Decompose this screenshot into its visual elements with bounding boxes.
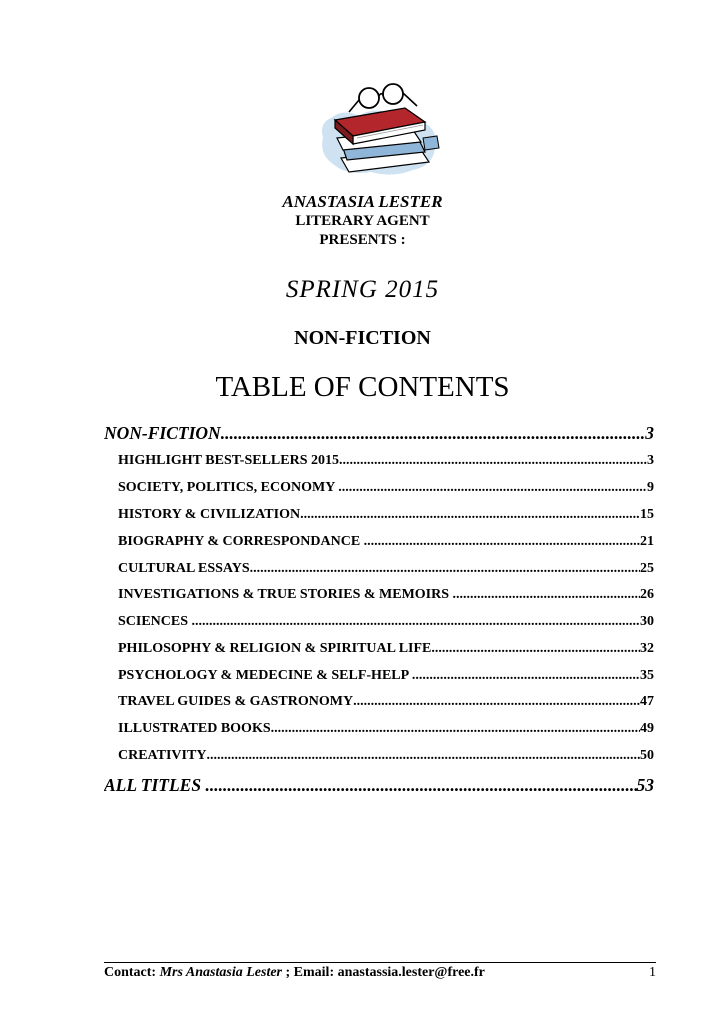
toc-entry-label: PSYCHOLOGY & MEDECINE & SELF-HELP (118, 668, 412, 683)
email-address[interactable]: anastassia.lester@free.fr (337, 965, 485, 980)
presents-label: PRESENTS : (319, 232, 406, 248)
toc-entry[interactable] (118, 721, 654, 737)
contact-label: Contact: (104, 965, 157, 980)
toc-entry[interactable] (118, 561, 654, 577)
footer-divider (104, 962, 656, 963)
toc-dot-leader (338, 480, 647, 496)
toc-title: TABLE OF CONTENTS (215, 371, 510, 403)
toc-dot-leader (221, 423, 646, 444)
toc-entry-page: 30 (640, 614, 654, 629)
toc-entry-page: 49 (640, 721, 654, 736)
toc-entry-label: SCIENCES (118, 614, 192, 629)
agent-role: LITERARY AGENT (295, 213, 430, 229)
toc-dot-leader (192, 614, 640, 630)
toc-entry-label: TRAVEL GUIDES & GASTRONOMY (118, 694, 354, 709)
toc-entry-label: ALL TITLES (104, 775, 206, 795)
toc-entry-label: BIOGRAPHY & CORRESPONDANCE (118, 534, 364, 549)
toc-entry[interactable] (118, 507, 654, 523)
page-number: 1 (649, 965, 656, 980)
toc-entry-label: INVESTIGATIONS & TRUE STORIES & MEMOIRS (118, 587, 453, 602)
section-title: NON-FICTION (294, 327, 431, 349)
toc-dot-leader (339, 453, 647, 469)
toc-entry-label: CULTURAL ESSAYS (118, 561, 250, 576)
toc-entry-page: 26 (640, 587, 654, 602)
toc-dot-leader (353, 694, 640, 710)
toc-entry[interactable] (118, 668, 654, 684)
toc-entry-page: 50 (640, 748, 654, 763)
toc-entry-page: 47 (640, 694, 654, 709)
toc-entry[interactable] (104, 775, 654, 796)
toc-entry-page: 35 (640, 668, 654, 683)
toc-entry-label: CREATIVITY (118, 748, 207, 763)
toc-entry-page: 21 (640, 534, 654, 549)
toc-entry-page: 32 (640, 641, 654, 656)
toc-entry-label: SOCIETY, POLITICS, ECONOMY (118, 480, 339, 495)
toc-entry[interactable] (118, 587, 654, 603)
toc-dot-leader (206, 748, 640, 764)
toc-dot-leader (250, 561, 640, 577)
books-with-glasses-logo (313, 78, 448, 183)
toc-dot-leader (431, 641, 640, 657)
toc-entry[interactable] (118, 614, 654, 630)
toc-entry-label: ILLUSTRATED BOOKS (118, 721, 271, 736)
toc-dot-leader (271, 721, 640, 737)
toc-entry-page: 15 (640, 507, 654, 522)
toc-entry[interactable] (118, 748, 654, 764)
toc-dot-leader (453, 587, 640, 603)
toc-entry[interactable] (118, 641, 654, 657)
toc-entry[interactable] (118, 453, 654, 469)
contact-name: Mrs Anastasia Lester (159, 965, 282, 980)
toc-entry-label: HIGHLIGHT BEST-SELLERS 2015 (118, 453, 339, 468)
toc-entry-page: 3 (647, 453, 654, 468)
toc-entry-label: PHILOSOPHY & RELIGION & SPIRITUAL LIFE (118, 641, 432, 656)
toc-entry[interactable] (118, 534, 654, 550)
toc-entry[interactable] (118, 694, 654, 710)
footer (104, 965, 656, 981)
toc-dot-leader (364, 534, 640, 550)
toc-dot-leader (412, 668, 640, 684)
toc-entry[interactable] (104, 423, 654, 444)
toc-entry-label: NON-FICTION (104, 423, 221, 443)
agent-name: ANASTASIA LESTER (282, 192, 443, 211)
email-label: ; Email: (282, 965, 338, 980)
toc-entry-page: 25 (640, 561, 654, 576)
toc-dot-leader (300, 507, 640, 523)
toc-entry-page: 9 (647, 480, 654, 495)
toc-entry-label: HISTORY & CIVILIZATION (118, 507, 301, 522)
toc-entry-page: 3 (645, 423, 654, 443)
season-title: SPRING 2015 (285, 276, 440, 303)
toc-entry-page: 53 (636, 775, 654, 795)
toc-dot-leader (205, 775, 636, 796)
toc-entry[interactable] (118, 480, 654, 496)
